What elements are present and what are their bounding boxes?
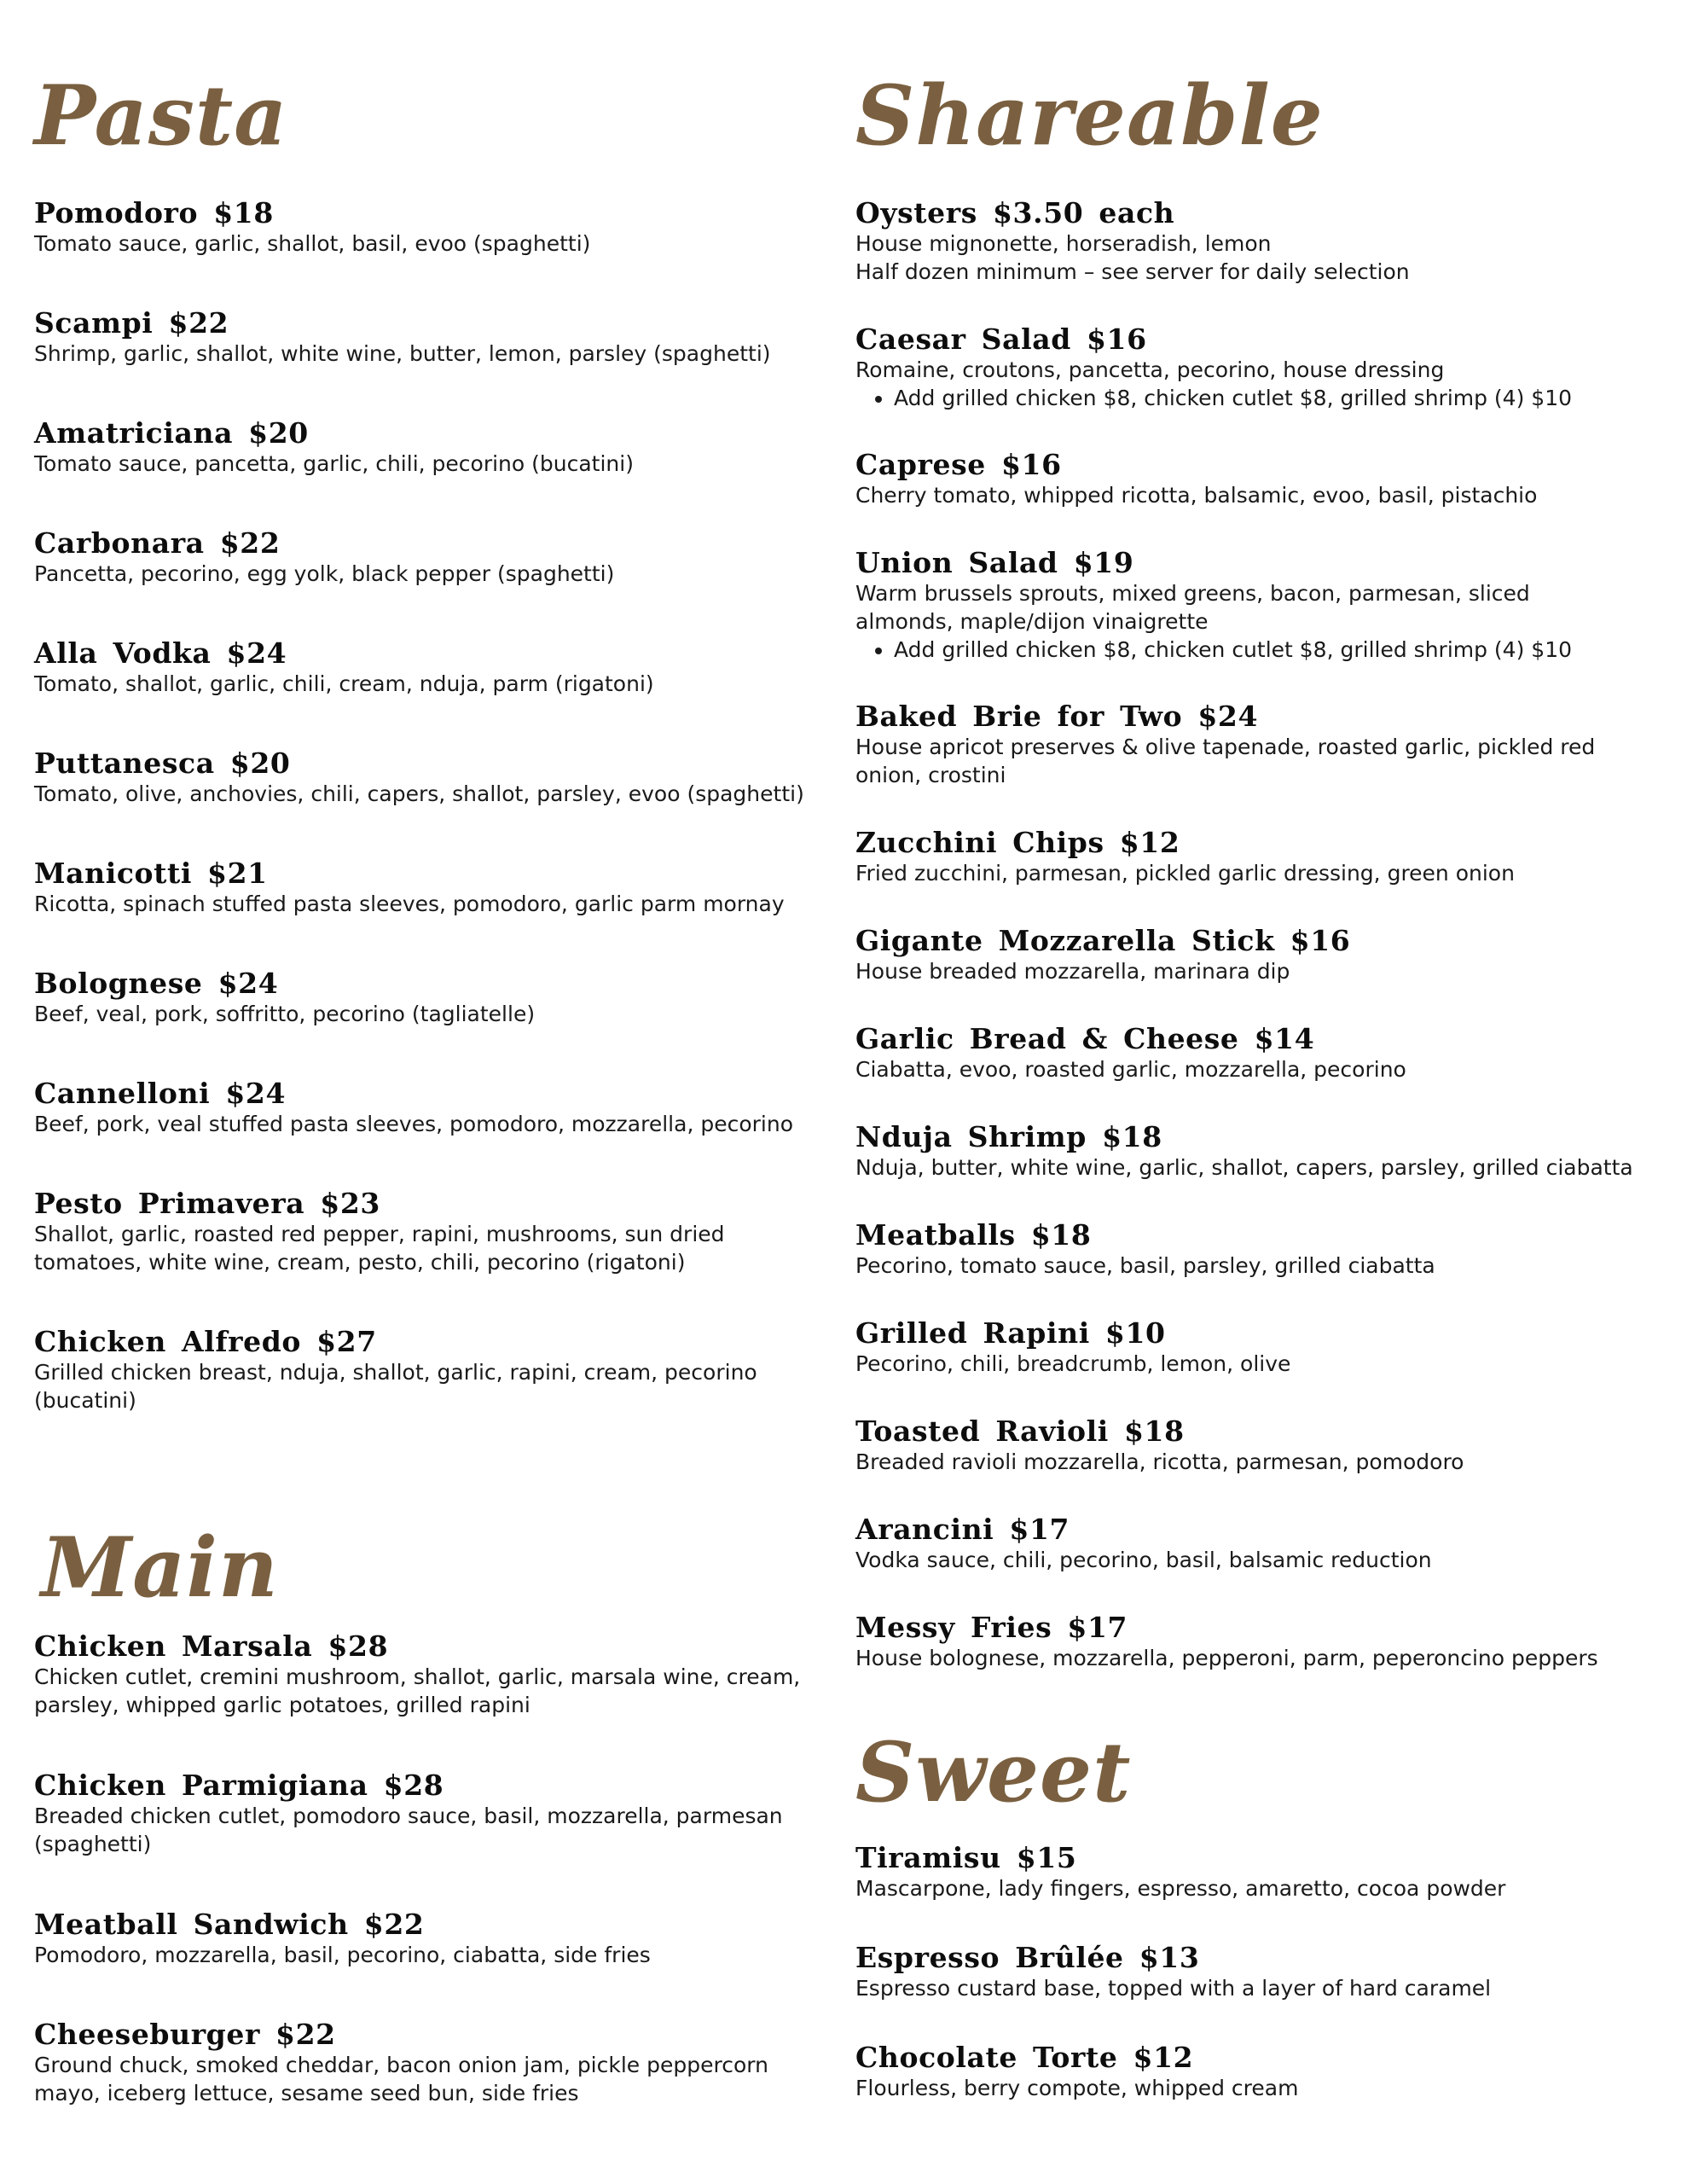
item-name: Grilled Rapini $10 [855, 1316, 1166, 1350]
menu-item [34, 2019, 827, 2107]
menu-item [34, 528, 853, 588]
item-name: Alla Vodka $24 [34, 636, 287, 670]
menu-item [34, 1770, 844, 1858]
menu-item [855, 2042, 1674, 2102]
menu-item [855, 1122, 1674, 1182]
menu-item [855, 1514, 1674, 1574]
menu-item [34, 968, 853, 1028]
menu-item [34, 1078, 853, 1138]
menu-item [34, 1327, 802, 1414]
item-description: Tomato, olive, anchovies, chili, capers, shallot, parsley, evoo (spaghetti) [34, 781, 804, 806]
item-name: Zucchini Chips $12 [855, 826, 1180, 859]
menu-item [34, 418, 853, 478]
item-name: Tiramisu $15 [855, 1841, 1077, 1874]
item-description: House mignonette, horseradish, lemon [855, 231, 1272, 256]
item-name: Carbonara $22 [34, 526, 281, 560]
main-heading: Main [41, 1519, 279, 1616]
menu-item [855, 324, 1674, 412]
item-name: Meatball Sandwich $22 [34, 1908, 425, 1941]
item-description: Tomato sauce, garlic, shallot, basil, evoo (spaghetti) [34, 231, 591, 256]
item-name: Baked Brie for Two $24 [855, 700, 1259, 733]
item-description: Beef, pork, veal stuffed pasta sleeves, pomodoro, mozzarella, pecorino [34, 1112, 793, 1136]
menu-item [855, 450, 1674, 509]
item-description: Pancetta, pecorino, egg yolk, black pepper (spaghetti) [34, 561, 615, 586]
item-description: Grilled chicken breast, nduja, shallot, garlic, rapini, cream, pecorino (bucatini) [34, 1360, 757, 1413]
item-name: Puttanesca $20 [34, 746, 291, 780]
item-name: Pesto Primavera $23 [34, 1187, 380, 1220]
item-name: Cannelloni $24 [34, 1077, 287, 1110]
menu-item [34, 858, 853, 918]
item-description: Tomato, shallot, garlic, chili, cream, nduja, parm (rigatoni) [34, 671, 654, 696]
item-description: Ground chuck, smoked cheddar, bacon onion jam, pickle peppercorn mayo, iceberg lettuce, sesame seed bun, side fries [34, 2053, 768, 2106]
item-name: Espresso Brûlée $13 [855, 1941, 1200, 1974]
item-name: Chocolate Torte $12 [855, 2041, 1194, 2074]
item-name: Caesar Salad $16 [855, 322, 1147, 356]
item-description: Nduja, butter, white wine, garlic, shallot, capers, parsley, grilled ciabatta [855, 1155, 1633, 1180]
item-description: Espresso custard base, topped with a layer of hard caramel [855, 1976, 1492, 2001]
item-description: Shallot, garlic, roasted red pepper, rapini, mushrooms, sun dried tomatoes, white wine, cream, pesto, chili, pecorino (rigatoni) [34, 1222, 725, 1275]
item-description: Breaded ravioli mozzarella, ricotta, parmesan, pomodoro [855, 1449, 1464, 1474]
item-description: Ricotta, spinach stuffed pasta sleeves, pomodoro, garlic parm mornay [34, 892, 785, 916]
menu-item [855, 198, 1674, 286]
item-description: Warm brussels sprouts, mixed greens, bacon, parmesan, sliced almonds, maple/dijon vinaigrette [855, 581, 1530, 634]
item-description: Pecorino, chili, breadcrumb, lemon, olive [855, 1351, 1291, 1376]
menu-item [34, 198, 853, 258]
menu-item [34, 308, 853, 368]
item-description: House bolognese, mozzarella, pepperoni, parm, peperoncino peppers [855, 1646, 1598, 1670]
menu-item [34, 638, 853, 698]
addon-list [855, 636, 1623, 664]
item-description: Ciabatta, evoo, roasted garlic, mozzarella, pecorino [855, 1057, 1406, 1082]
item-description: Fried zucchini, parmesan, pickled garlic dressing, green onion [855, 861, 1515, 886]
menu-item [34, 748, 853, 808]
menu-item [855, 1220, 1674, 1280]
menu-item [855, 701, 1640, 789]
item-description: Beef, veal, pork, soffritto, pecorino (tagliatelle) [34, 1002, 536, 1026]
item-name: Chicken Alfredo $27 [34, 1325, 377, 1358]
item-name: Garlic Bread & Cheese $14 [855, 1022, 1315, 1055]
menu-item [855, 548, 1623, 664]
item-name: Chicken Marsala $28 [34, 1629, 389, 1663]
item-description: Shrimp, garlic, shallot, white wine, butter, lemon, parsley (spaghetti) [34, 341, 771, 366]
item-name: Union Salad $19 [855, 546, 1134, 579]
item-name: Manicotti $21 [34, 857, 268, 890]
item-name: Caprese $16 [855, 448, 1062, 481]
item-name: Amatriciana $20 [34, 416, 309, 450]
item-name: Oysters $3.50 each [855, 196, 1175, 229]
addon-item: • Add grilled chicken $8, chicken cutlet $8, grilled shrimp (4) $10 [894, 636, 1623, 664]
item-name: Chicken Parmigiana $28 [34, 1769, 444, 1802]
addon-list [855, 384, 1674, 412]
addon-item: • Add grilled chicken $8, chicken cutlet $8, grilled shrimp (4) $10 [894, 384, 1674, 412]
item-description: Flourless, berry compote, whipped cream [855, 2076, 1299, 2100]
item-name: Messy Fries $17 [855, 1611, 1128, 1644]
item-name: Meatballs $18 [855, 1218, 1092, 1252]
menu-item [855, 926, 1674, 985]
item-name: Bolognese $24 [34, 967, 279, 1000]
item-note: Half dozen minimum – see server for daily selection [855, 259, 1410, 284]
menu-item [34, 1188, 802, 1276]
menu-item [855, 1843, 1674, 1902]
pasta-heading: Pasta [34, 67, 288, 164]
shareable-heading: Shareable [855, 67, 1324, 164]
sweet-heading: Sweet [855, 1724, 1132, 1821]
menu-item [855, 1318, 1674, 1378]
item-name: Gigante Mozzarella Stick $16 [855, 924, 1351, 957]
menu-item [34, 1909, 853, 1969]
item-name: Cheeseburger $22 [34, 2018, 336, 2051]
item-name: Nduja Shrimp $18 [855, 1120, 1162, 1153]
item-description: Breaded chicken cutlet, pomodoro sauce, basil, mozzarella, parmesan (spaghetti) [34, 1804, 783, 1856]
item-name: Pomodoro $18 [34, 196, 274, 229]
menu-item [855, 1416, 1674, 1476]
item-description: House apricot preserves & olive tapenade, roasted garlic, pickled red onion, crostini [855, 735, 1596, 787]
menu-item [855, 1943, 1674, 2002]
item-description: Tomato sauce, pancetta, garlic, chili, pecorino (bucatini) [34, 451, 634, 476]
item-description: Vodka sauce, chili, pecorino, basil, balsamic reduction [855, 1548, 1432, 1572]
item-name: Arancini $17 [855, 1513, 1070, 1546]
item-description: Romaine, croutons, pancetta, pecorino, house dressing [855, 357, 1445, 382]
menu-item [855, 828, 1674, 887]
item-description: Cherry tomato, whipped ricotta, balsamic, evoo, basil, pistachio [855, 483, 1538, 508]
item-name: Scampi $22 [34, 306, 229, 340]
item-description: Pomodoro, mozzarella, basil, pecorino, ciabatta, side fries [34, 1943, 651, 1967]
item-description: Mascarpone, lady fingers, espresso, amaretto, cocoa powder [855, 1876, 1506, 1901]
item-description: House breaded mozzarella, marinara dip [855, 959, 1290, 984]
menu-item [855, 1024, 1674, 1083]
menu-item [855, 1612, 1674, 1672]
item-description: Chicken cutlet, cremini mushroom, shallot, garlic, marsala wine, cream, parsley, whipped garlic potatoes, grilled rapini [34, 1664, 801, 1717]
menu-item [34, 1631, 802, 1719]
item-name: Toasted Ravioli $18 [855, 1414, 1185, 1448]
item-description: Pecorino, tomato sauce, basil, parsley, grilled ciabatta [855, 1253, 1435, 1278]
